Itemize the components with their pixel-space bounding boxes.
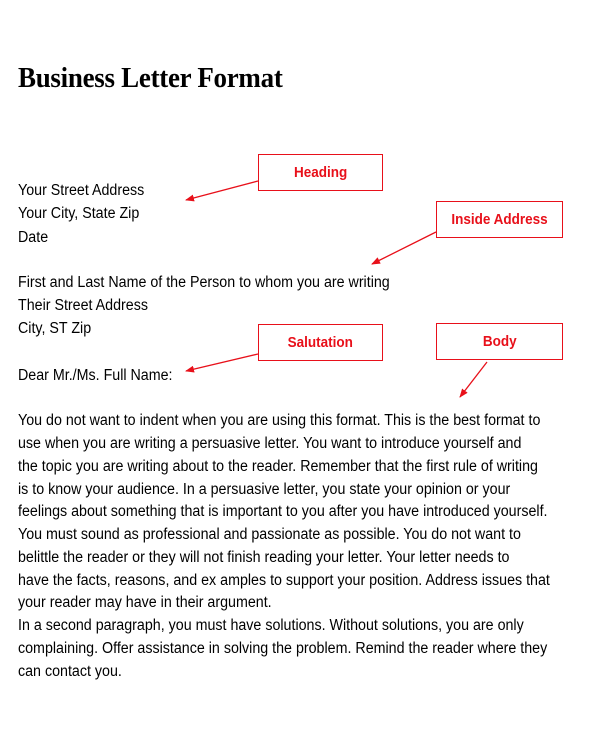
body-line: In a second paragraph, you must have solutions. Without solutions, you are only	[18, 617, 524, 634]
inside-address-name-line: First and Last Name of the Person to whom you are writing	[18, 274, 390, 291]
inside-address-city-line: City, ST Zip	[18, 320, 92, 337]
inside-address-street-line: Their Street Address	[18, 297, 148, 314]
salutation-callout-label: Salutation	[287, 334, 354, 351]
body-line: is to know your audience. In a persuasive letter, you state your opinion or your	[18, 481, 511, 498]
body-callout	[436, 323, 563, 360]
page-title: Business Letter Format	[18, 62, 283, 94]
inside-address-arrow	[372, 232, 436, 264]
heading-date-line: Date	[18, 229, 49, 246]
salutation-callout	[258, 324, 383, 361]
inside-address-callout	[436, 201, 563, 238]
body-line: use when you are writing a persuasive letter. You want to introduce yourself and	[18, 435, 522, 452]
body-line: complaining. Offer assistance in solving the problem. Remind the reader where they	[18, 640, 548, 657]
inside-address-callout-label: Inside Address	[451, 211, 548, 228]
body-arrow	[460, 362, 487, 397]
body-line: You must sound as professional and passionate as possible. You do not want to	[18, 526, 521, 543]
heading-arrow	[186, 181, 258, 200]
body-callout-label: Body	[482, 333, 517, 350]
body-line: your reader may have in their argument.	[18, 594, 272, 611]
salutation-line: Dear Mr./Ms. Full Name:	[18, 367, 173, 384]
body-line: feelings about something that is important to you after you have introduced yourself.	[18, 503, 548, 520]
heading-callout	[258, 154, 383, 191]
heading-city-line: Your City, State Zip	[18, 205, 140, 222]
heading-callout-label: Heading	[293, 164, 348, 181]
body-line: can contact you.	[18, 663, 122, 680]
salutation-arrow	[186, 354, 258, 371]
body-line: the topic you are writing about to the reader. Remember that the first rule of writing	[18, 458, 538, 475]
body-line: belittle the reader or they will not finish reading your letter. Your letter needs to	[18, 549, 510, 566]
body-line: have the facts, reasons, and ex amples to support your position. Address issues that	[18, 572, 550, 589]
body-line: You do not want to indent when you are using this format. This is the best format to	[18, 412, 541, 429]
heading-street-line: Your Street Address	[18, 182, 145, 199]
